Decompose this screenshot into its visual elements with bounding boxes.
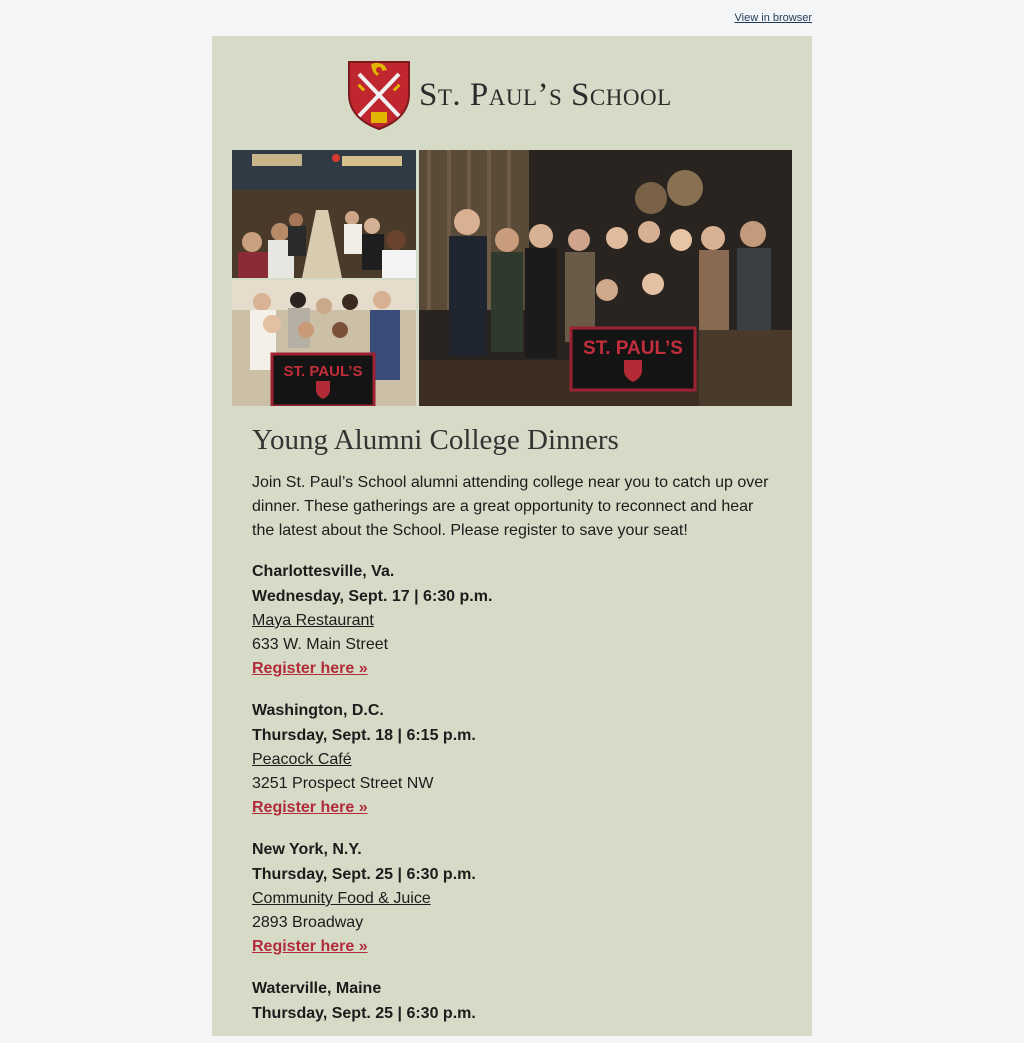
register-link[interactable]: Register here » (252, 938, 368, 955)
event-address: 3251 Prospect Street NW (252, 775, 434, 792)
event-datetime: Thursday, Sept. 25 | 6:30 p.m. (252, 866, 476, 883)
event-address: 633 W. Main Street (252, 636, 389, 653)
group-banner-photo-small (232, 280, 416, 406)
event-item (252, 559, 777, 681)
event-datetime: Thursday, Sept. 25 | 6:30 p.m. (252, 1005, 476, 1022)
article-title: Young Alumni College Dinners (252, 424, 619, 456)
event-city: Waterville, Maine (252, 980, 382, 997)
view-in-browser-link[interactable]: View in browser (734, 12, 812, 24)
school-wordmark: St. Paul’s School (419, 76, 672, 113)
banner-text-large: ST. PAUL’S (583, 338, 683, 359)
event-item (252, 698, 777, 820)
event-city: Charlottesville, Va. (252, 563, 395, 580)
school-logo[interactable] (347, 60, 672, 130)
register-link[interactable]: Register here » (252, 660, 368, 677)
event-city: Washington, D.C. (252, 702, 384, 719)
event-item (252, 976, 777, 1026)
article (252, 424, 777, 1043)
group-banner-photo-large (419, 150, 792, 406)
banner-text-small: ST. PAUL’S (283, 363, 363, 380)
dinner-table-photo (232, 150, 416, 278)
event-item (252, 837, 777, 959)
event-address: 2893 Broadway (252, 914, 364, 931)
school-shield-icon (347, 60, 411, 130)
event-venue-link[interactable]: Community Food & Juice (252, 890, 431, 907)
event-venue-link[interactable]: Maya Restaurant (252, 612, 374, 629)
article-intro: Join St. Paul’s School alumni attending college near you to catch up over dinner. These gatherings are a great opportunity to reconnect and hear the latest about the School. Please register to save your seat! (252, 474, 769, 539)
hero-photo-collage (232, 150, 792, 406)
register-link[interactable]: Register here » (252, 799, 368, 816)
event-venue-link[interactable]: Peacock Café (252, 751, 352, 768)
event-datetime: Wednesday, Sept. 17 | 6:30 p.m. (252, 588, 493, 605)
event-city: New York, N.Y. (252, 841, 362, 858)
email-card (212, 36, 812, 1036)
event-datetime: Thursday, Sept. 18 | 6:15 p.m. (252, 727, 476, 744)
